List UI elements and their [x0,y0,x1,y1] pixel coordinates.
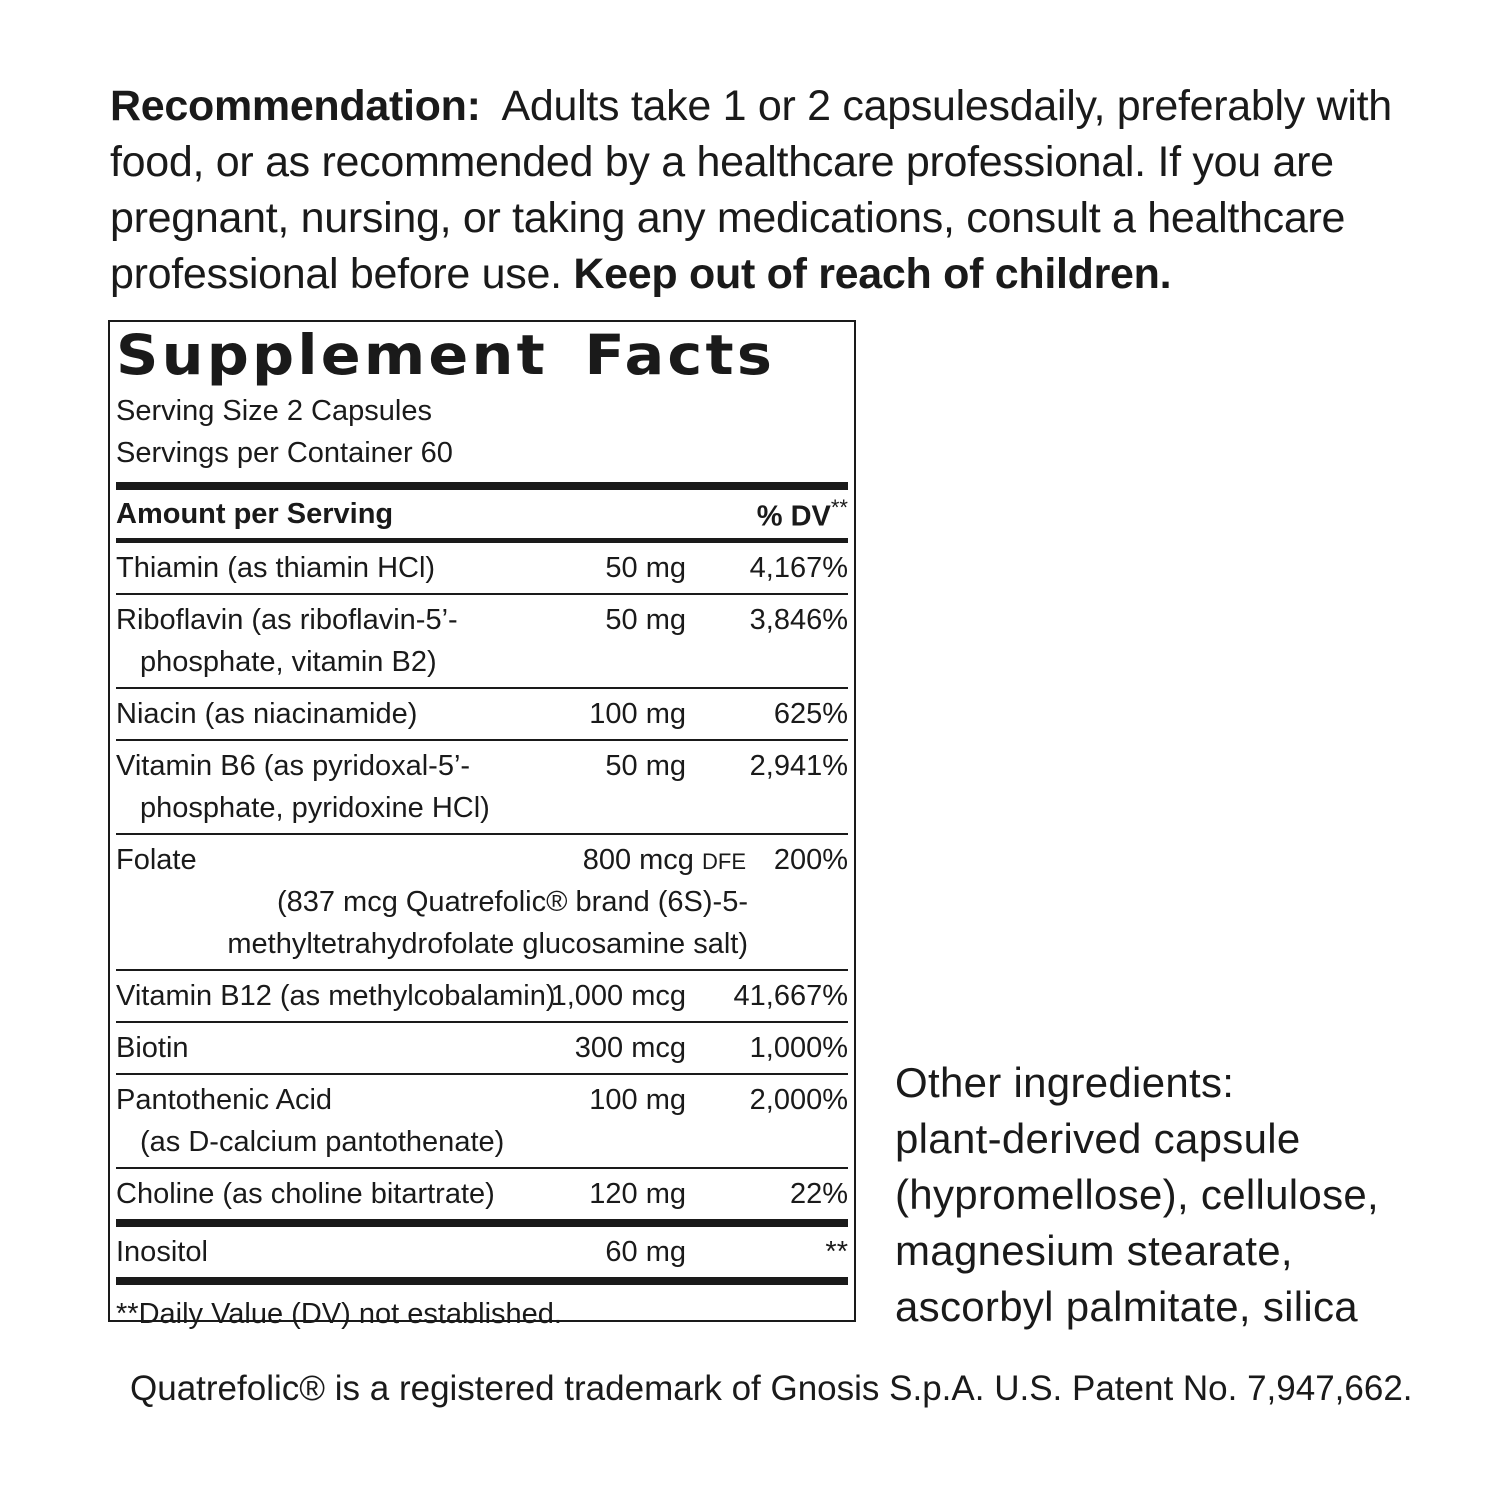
nutrient-rows [116,543,848,1277]
nutrient-name: Inositol [116,1236,208,1268]
nutrient-row [116,1167,848,1219]
nutrient-amount: 50 mg [605,552,686,584]
amount-unit: DFE [702,849,746,874]
nutrient-note: (837 mcg Quatrefolic® brand (6S)-5- [276,886,748,918]
nutrient-row [116,1219,848,1277]
nutrient-amount: 1,000 mcg [550,980,686,1012]
nutrient-amount: 120 mg [589,1178,686,1210]
serving-info [116,390,848,474]
nutrient-dv: 3,846% [749,604,848,636]
nutrient-amount: 100 mg [589,1084,686,1116]
nutrient-name: Niacin (as niacinamide) [116,698,418,730]
nutrient-amount: 100 mg [589,698,686,730]
dv-footnote: **Daily Value (DV) not established. [116,1277,848,1335]
nutrient-dv: 2,000% [749,1084,848,1116]
nutrient-source: phosphate, pyridoxine HCl) [140,792,490,824]
nutrient-dv: 1,000% [749,1032,848,1064]
nutrient-dv: 200% [773,844,848,876]
nutrient-source: phosphate, vitamin B2) [140,646,437,678]
nutrient-name: Vitamin B6 (as pyridoxal-5’- [116,750,471,782]
dv-header: % DV** [756,494,848,533]
recommendation-text [110,78,1400,302]
trademark-notice: Quatrefolic® is a registered trademark of Gnosis S.p.A. U.S. Patent No. 7,947,662. [130,1369,1413,1408]
nutrient-row [116,543,848,593]
serving-size: Serving Size 2 Capsules [116,395,432,427]
nutrient-row [116,969,848,1021]
other-ingredients [895,1055,1415,1335]
other-ingredients-line: (hypromellose), cellulose, [895,1171,1379,1218]
nutrient-dv: 625% [773,698,848,730]
nutrient-amount: 50 mg [605,604,686,636]
nutrient-row [116,1021,848,1073]
other-ingredients-line: magnesium stearate, [895,1227,1293,1274]
nutrient-name: Riboflavin (as riboflavin-5’- [116,604,458,636]
nutrient-name: Folate [116,844,197,876]
nutrient-amount: 50 mg [605,750,686,782]
nutrient-dv: 22% [789,1178,848,1210]
other-ingredients-line: ascorbyl palmitate, silica [895,1283,1358,1330]
supplement-facts-panel [108,320,856,1330]
nutrient-amount: 300 mcg [574,1032,686,1064]
facts-header [116,490,848,538]
nutrient-name: Vitamin B12 (as methylcobalamin) [116,980,556,1012]
divider-thick [116,482,848,490]
other-ingredients-label: Other ingredients: [895,1059,1235,1106]
nutrient-name: Thiamin (as thiamin HCl) [116,552,436,584]
nutrient-name: Pantothenic Acid [116,1084,333,1116]
nutrient-row [116,593,848,687]
nutrient-name: Biotin [116,1032,189,1064]
nutrient-name: Choline (as choline bitartrate) [116,1178,495,1210]
nutrient-amount: 60 mg [605,1236,686,1268]
other-ingredients-line: plant-derived capsule [895,1115,1301,1162]
facts-title: Supplement Facts [116,323,776,387]
nutrient-dv: 41,667% [733,980,848,1012]
nutrient-dv: 2,941% [749,750,848,782]
recommendation-label: Recommendation: [110,82,481,130]
nutrient-dv: 4,167% [749,552,848,584]
child-warning: Keep out of reach of children. [573,250,1172,298]
nutrient-row [116,1073,848,1167]
amount-per-serving-header: Amount per Serving [116,497,394,530]
nutrient-row [116,833,848,969]
nutrient-amount: 800 mcg DFE [582,844,746,876]
nutrient-dv: ** [825,1236,848,1268]
nutrient-note: methyltetrahydrofolate glucosamine salt) [227,928,748,960]
nutrient-source: (as D-calcium pantothenate) [140,1126,505,1158]
servings-per-container: Servings per Container 60 [116,437,453,469]
nutrient-row [116,739,848,833]
recommendation-body: Adults take 1 or 2 capsulesdaily, preferably with food, or as recommended by a healthcare professional. If you are pregnant, nursing, or taking any medications, consult a healthcare professional before use. [110,82,1392,298]
nutrient-row [116,687,848,739]
